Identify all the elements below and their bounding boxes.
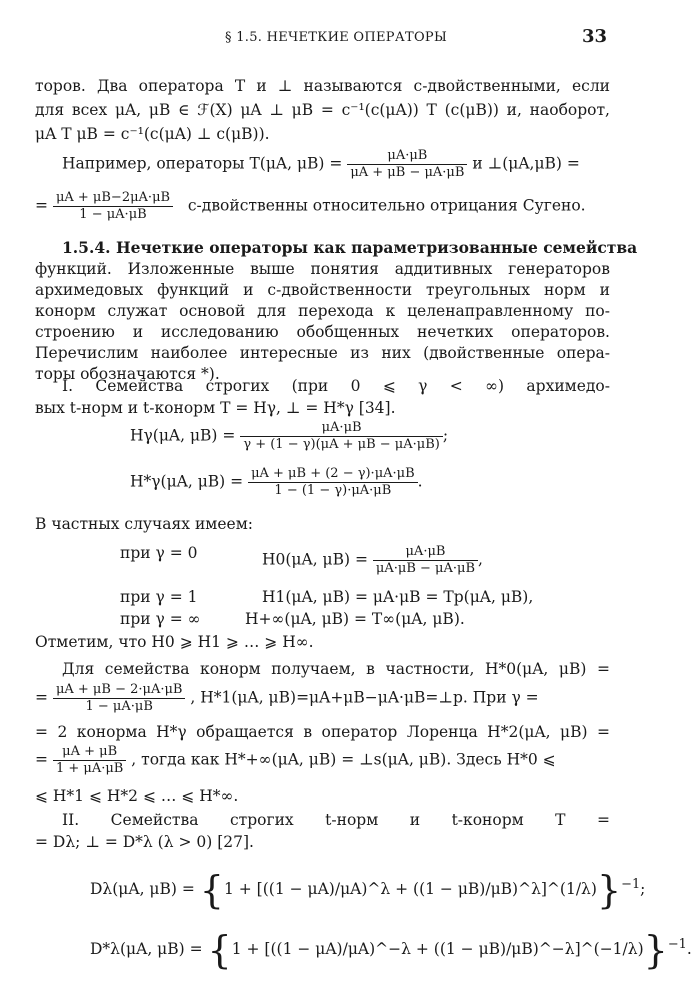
text-line: Для семейства конорм получаем, в частности, H*0(μA, μB) = xyxy=(62,660,610,678)
family-heading: I. Семейства строгих (при 0 ⩽ γ < ∞) архимедо- xyxy=(62,377,610,395)
text-line: конорм служат основой для перехода к целенаправленному по- xyxy=(35,302,610,320)
formula-line: = $\frac{\mu A + \mu B - 2\cdot\mu A\cdot\mu B}{1 - \mu A\cdot\mu B}$ , H*1(μA, μB)=μA+μB−μA·μB=⊥p. При γ = xyxy=(35,682,539,714)
section-heading: 1.5.4. Нечеткие операторы как параметризованные семейства xyxy=(62,238,638,257)
equation-d: Dλ(μA, μB) = {1 + [((1 − μA)/μA)^λ + ((1 − μB)/μB)^λ]^(1/λ)}$^{-1}$; xyxy=(90,868,646,912)
denominator: μA + μB − μA·μB xyxy=(350,165,465,180)
fraction: $\frac{\mu A + \mu B + (2 - \gamma)\cdot\mu A\cdot\mu B}{1 - (1 - \gamma)\cdot\mu A\cdot\mu B}$ xyxy=(248,466,418,499)
fraction: $\frac{\mu A\cdot\mu B}{\mu A\cdot\mu B - \mu A\cdot\mu B}$ xyxy=(373,544,478,577)
example-text: Например, операторы T(μA, μB) = xyxy=(62,154,343,173)
case-gamma-1-formula: H1(μA, μB) = μA·μB = Tp(μA, μB), xyxy=(262,588,534,606)
text-line: ⩽ H*1 ⩽ H*2 ⩽ … ⩽ H*∞. xyxy=(35,787,239,805)
case-gamma-0: при γ = 0 xyxy=(120,544,198,562)
text-line: торы обозначаются *). xyxy=(35,365,220,383)
text-line: = 2 конорма H*γ обращается в оператор Лоренца H*2(μA, μB) = xyxy=(35,723,610,741)
running-header: § 1.5. НЕЧЕТКИЕ ОПЕРАТОРЫ xyxy=(225,30,448,45)
family-heading: II. Семейства строгих t-норм и t-конорм T = xyxy=(62,811,610,829)
text-line: Перечислим наиболее интересные из них (двойственные опера- xyxy=(35,344,610,362)
equation-d-star: D*λ(μA, μB) = {1 + [((1 − μA)/μA)^−λ + ((1 − μB)/μB)^−λ]^(−1/λ)}$^{-1}$. xyxy=(90,928,692,972)
text-line: архимедовых функций и c-двойственности треугольных норм и xyxy=(35,281,610,299)
fraction: $\frac{\mu A\cdot\mu B}{\gamma + (1 - \gamma)(\mu A + \mu B - \mu A\cdot\mu B)}$ xyxy=(240,420,443,453)
equation-h-star: H*γ(μA, μB) = $\frac{\mu A + \mu B + (2 - \gamma)\cdot\mu A\cdot\mu B}{1 - (1 - \gamma)\cdot\mu A\cdot\mu B}$ . xyxy=(130,466,423,498)
fraction xyxy=(53,190,173,223)
text-line: Отметим, что H0 ⩾ H1 ⩾ … ⩾ H∞. xyxy=(35,633,314,651)
text-line: торов. Два оператора T и ⊥ называются c-двойственными, если xyxy=(35,77,610,95)
text-line: для всех μA, μB ∈ ℱ(X) μA ⊥ μB = c⁻¹(c(μA)) T (c(μB)) и, наоборот, xyxy=(35,101,610,119)
fraction: $\frac{\mu A + \mu B}{1 + \mu A\cdot\mu B}$ xyxy=(53,744,126,777)
family-heading: вых t-норм и t-конорм T = Hγ, ⊥ = H*γ [34]. xyxy=(35,399,396,417)
fraction xyxy=(347,148,467,181)
numerator: μA·μB xyxy=(347,148,467,165)
text-line: строению и исследованию обобщенных нечетких операторов. xyxy=(35,323,610,341)
equation-h: Hγ(μA, μB) = $\frac{\mu A\cdot\mu B}{\gamma + (1 - \gamma)(\mu A + \mu B - \mu A\cdot\mu B)}$ ; xyxy=(130,420,449,452)
example-line-2: = $\frac{\mu A + \mu B-2\mu A\cdot\mu B}{1 - \mu A\cdot\mu B}$ c-двойственны относительно отрицания Сугено. xyxy=(35,190,586,222)
case-gamma-1: при γ = 1 xyxy=(120,588,198,606)
case-gamma-inf-formula: H+∞(μA, μB) = T∞(μA, μB). xyxy=(245,610,465,628)
case-gamma-0-formula: H0(μA, μB) = $\frac{\mu A\cdot\mu B}{\mu A\cdot\mu B - \mu A\cdot\mu B}$ , xyxy=(262,544,483,576)
numerator: μA + μB−2μA·μB xyxy=(53,190,173,207)
case-gamma-inf: при γ = ∞ xyxy=(120,610,201,628)
denominator: 1 − μA·μB xyxy=(79,207,147,222)
family-heading: = Dλ; ⊥ = D*λ (λ > 0) [27]. xyxy=(35,833,254,851)
text-line: μA T μB = c⁻¹(c(μA) ⊥ c(μB)). xyxy=(35,125,270,143)
text-line: функций. Изложенные выше понятия аддитивных генераторов xyxy=(35,260,610,278)
example-text: и ⊥(μA,μB) = xyxy=(472,154,580,173)
page-number: 33 xyxy=(581,26,607,47)
formula-line: = $\frac{\mu A + \mu B}{1 + \mu A\cdot\mu B}$ , тогда как H*+∞(μA, μB) = ⊥s(μA, μB). Здесь H*0 ⩽ xyxy=(35,744,556,776)
example-line xyxy=(62,148,610,181)
text-line: В частных случаях имеем: xyxy=(35,515,253,533)
example-text: c-двойственны относительно отрицания Сугено. xyxy=(187,196,586,215)
fraction: $\frac{\mu A + \mu B - 2\cdot\mu A\cdot\mu B}{1 - \mu A\cdot\mu B}$ xyxy=(53,682,186,715)
